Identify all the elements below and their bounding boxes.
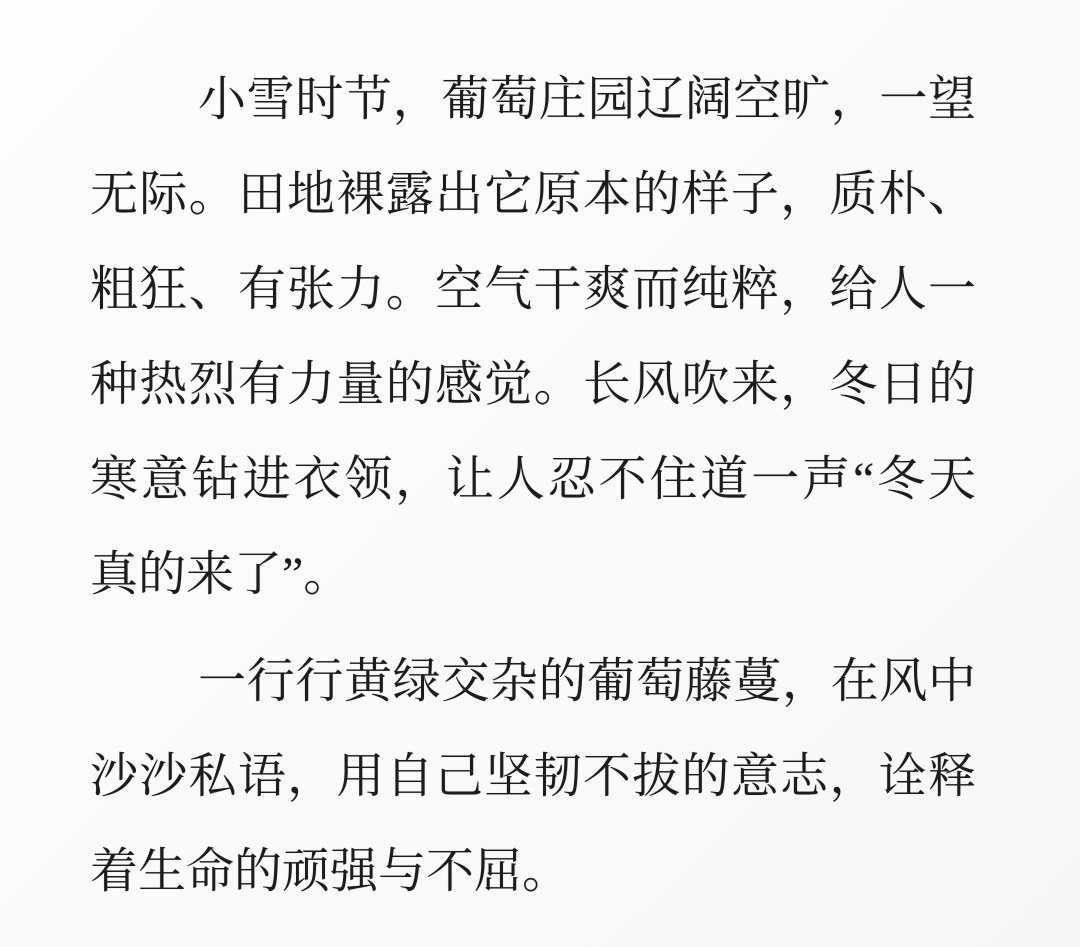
text-line: 种热烈有力量的感觉。长风吹来，冬日的 [90,358,976,411]
text-line: 寒意钻进衣领，让人忍不住道一声“冬天 [90,453,976,506]
paragraph-1 [90,52,976,622]
text-line: 真的来了”。 [90,548,352,601]
text-line: 沙沙私语，用自己坚韧不拔的意志，诠释 [90,750,976,803]
text-line: 粗狂、有张力。空气干爽而纯粹，给人一 [90,263,976,316]
text-line: 无际。田地裸露出它原本的样子，质朴、 [90,168,976,221]
text-line: 着生命的顽强与不屈。 [90,845,571,898]
paragraph-2 [90,634,976,919]
text-line: 一行行黄绿交杂的葡萄藤蔓，在风中 [198,655,976,708]
text-line: 小雪时节，葡萄庄园辽阔空旷，一望 [198,73,976,126]
